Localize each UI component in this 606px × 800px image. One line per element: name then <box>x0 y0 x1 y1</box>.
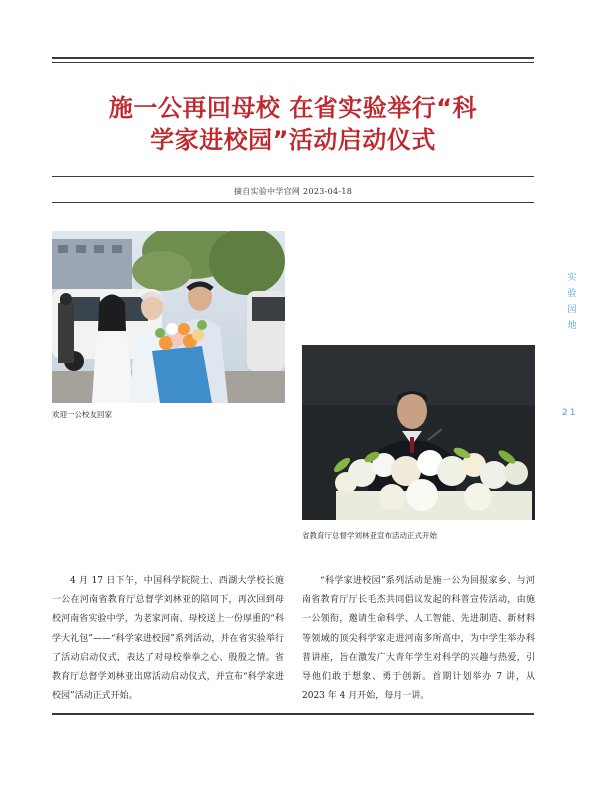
source-rule-top <box>52 176 534 177</box>
body-column-right <box>302 572 535 706</box>
body-paragraph: 4 月 17 日下午，中国科学院院士、西湖大学校长施一公在河南省教育厅总督学刘林亚的陪同下，再次回到母校河南省实验中学，为老家河南、母校送上一份厚重的“科学大礼包”——“科学家进校园”系列活动，并在省实验举行了活动启动仪式，表达了对母校拳拳之心、殷殷之情。省教育厅总督学刘林亚出席活动启动仪式，并宣布“科学家进校园”活动正式开始。 <box>52 576 284 702</box>
speech-photo-image <box>302 345 535 520</box>
section-label <box>566 270 578 334</box>
section-char: 实 <box>567 273 577 283</box>
section-char: 验 <box>567 289 577 299</box>
title-line-2: 学家进校园”活动启动仪式 <box>150 126 436 154</box>
speech-photo <box>302 345 535 520</box>
speech-photo-caption: 省教育厅总督学刘林亚宣布活动正式开始 <box>302 531 437 540</box>
title-line-1: 施一公再回母校 在省实验举行“科 <box>108 94 478 122</box>
article-title <box>52 92 534 156</box>
article-source: 摘自实验中学官网 2023-04-18 <box>233 187 353 196</box>
bottom-rule <box>52 713 534 715</box>
page-number: 21 <box>562 408 578 418</box>
top-rule-thick <box>52 57 534 59</box>
section-char: 园 <box>567 305 577 315</box>
welcome-photo-caption: 欢迎一公校友回家 <box>52 410 112 419</box>
source-rule-bottom <box>52 202 534 203</box>
body-column-left <box>52 572 284 706</box>
body-paragraph: “科学家进校园”系列活动是施一公为回报家乡、与河南省教育厅厅长毛杰共同倡议发起的科普宣传活动，由施一公领衔，邀请生命科学、人工智能、先进制造、新材料等领域的顶尖科学家走进河南多所高中，为中学生举办科普讲座，旨在激发广大青年学生对科学的兴趣与热爱，引导他们敢于想象、勇于创新。首期计划举办 7 讲，从 2023 年 4 月开始，每月一讲。 <box>302 576 535 702</box>
top-rule-thin <box>52 62 534 63</box>
welcome-photo-image <box>52 231 285 403</box>
section-char: 地 <box>567 321 577 331</box>
welcome-photo <box>52 231 285 403</box>
